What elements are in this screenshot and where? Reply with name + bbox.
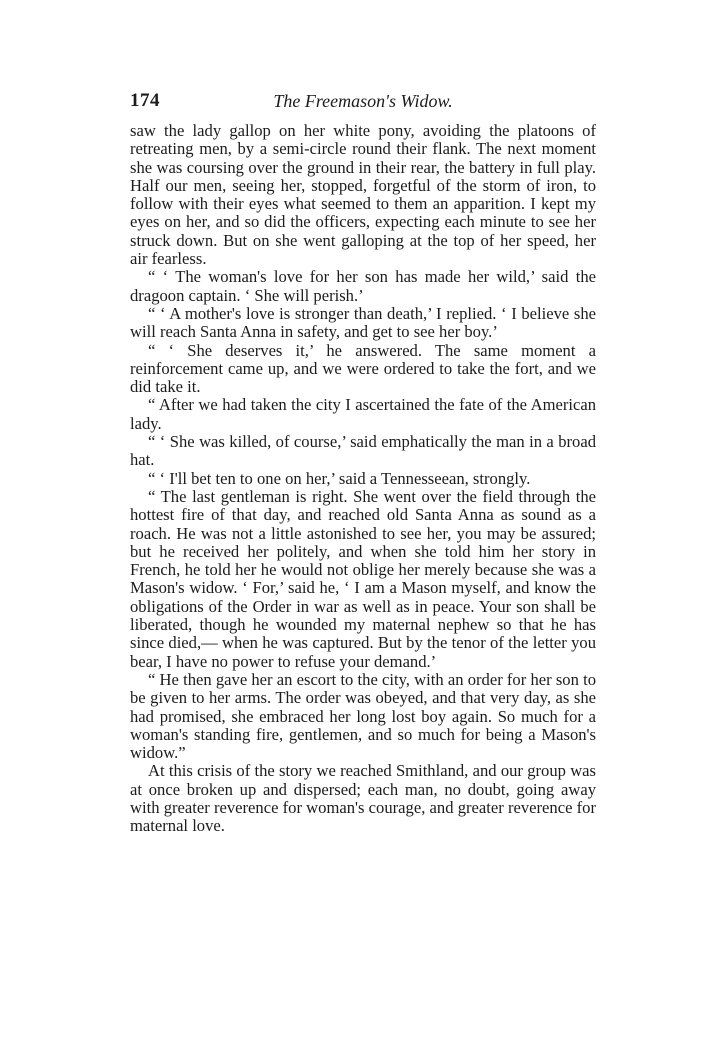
paragraph: “ ‘ She was killed, of course,’ said emphatically the man in a broad hat. bbox=[130, 432, 596, 470]
paragraph: “ ‘ A mother's love is stronger than death,’ I replied. ‘ I believe she will reach Santa Anna in safety, and get to see her boy.’ bbox=[130, 303, 596, 342]
paragraph-continuation: saw the lady gallop on her white pony, avoiding the platoons of retreating men, by a semi-circle round their flank. The next moment she was coursing over the ground in their rear, the battery in full play. Half our men, seeing her, stopped, forgetful of the storm of iron, to follow with their eyes what seemed to them an apparition. I kept my eyes on her, and so did the officers, expecting each minute to see her struck down. But on she went galloping at the top of her speed, her air fearless. bbox=[130, 121, 596, 269]
paragraph: “ ‘ I'll bet ten to one on her,’ said a Tennesseean, strongly. bbox=[148, 468, 531, 488]
paragraph: “ ‘ She deserves it,’ he answered. The same moment a reinforcement came up, and we were ordered to take the fort, and we did take it. bbox=[130, 340, 596, 397]
body-text bbox=[130, 122, 596, 836]
running-title: The Freemason's Widow. bbox=[273, 91, 453, 111]
paragraph: At this crisis of the story we reached Smithland, and our group was at once broken up and dispersed; each man, no doubt, going away with greater reverence for woman's courage, and greater reverence for maternal love. bbox=[130, 761, 596, 836]
paragraph: “ After we had taken the city I ascertained the fate of the American lady. bbox=[130, 395, 596, 433]
page-number: 174 bbox=[130, 90, 160, 111]
book-page bbox=[130, 90, 596, 836]
running-head bbox=[130, 90, 596, 118]
paragraph: “ The last gentleman is right. She went over the field through the hottest fire of that day, and reached old Santa Anna as sound as a roach. He was not a little astonished to see her, you may be assured; but he received her politely, and when she told him her story in French, he told her he would not oblige her merely because she was a Mason's widow. ‘ For,’ said he, ‘ I am a Mason myself, and know the obligations of the Order in war as well as in peace. Your son shall be liberated, though he wounded my maternal nephew so that he has since died,— when he was captured. But by the tenor of the letter you bear, I have no power to refuse your demand.’ bbox=[130, 486, 596, 671]
paragraph: “ He then gave her an escort to the city, with an order for her son to be given to her arms. The order was obeyed, and that very day, as she had promised, she embraced her long lost boy again. So much for a woman's standing fire, gentlemen, and so much for being a Mason's widow.” bbox=[130, 669, 596, 763]
paragraph: “ ‘ The woman's love for her son has made her wild,’ said the dragoon captain. ‘ She will perish.’ bbox=[130, 267, 596, 305]
